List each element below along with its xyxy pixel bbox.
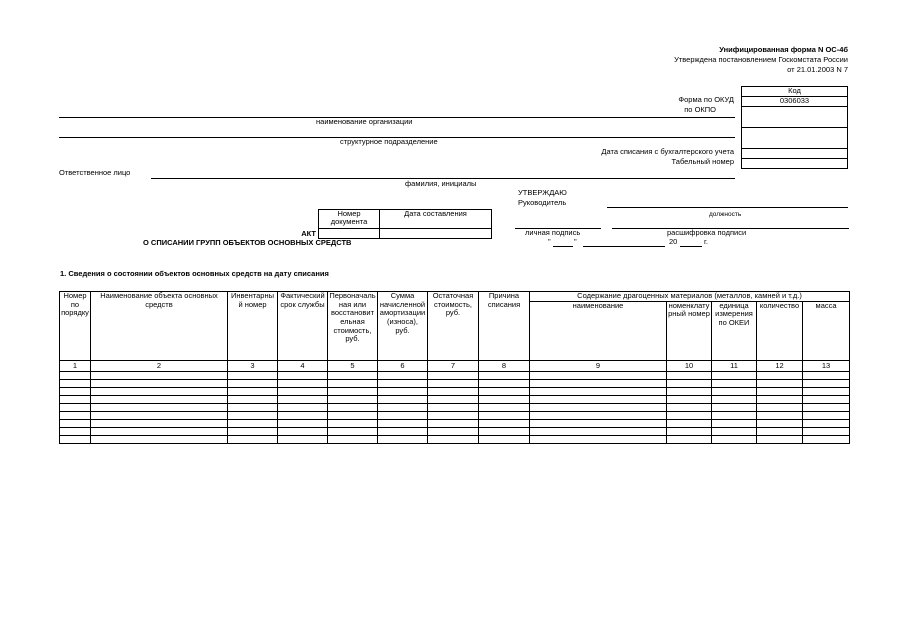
month-line[interactable] <box>583 246 665 247</box>
doc-number-header: Номер документа <box>319 210 380 229</box>
table-row[interactable] <box>60 427 850 435</box>
approved-line-2: от 21.01.2003 N 7 <box>787 65 848 74</box>
col-num: 7 <box>428 360 479 371</box>
col-header-nomenclature: номенклатурный номер <box>667 301 712 360</box>
col-num: 2 <box>91 360 228 371</box>
col-num: 8 <box>479 360 530 371</box>
act-doc-table <box>318 209 492 239</box>
okpo-label: по ОКПО <box>684 105 716 114</box>
year-line[interactable] <box>680 246 702 247</box>
decoding-caption: расшифровка подписи <box>667 228 747 237</box>
approved-line-1: Утверждена постановлением Госкомстата России <box>674 55 848 64</box>
date-quote-close: " <box>574 237 577 246</box>
tab-number-value[interactable] <box>742 159 848 169</box>
column-numbers-row <box>60 360 850 371</box>
signature-caption: личная подпись <box>525 228 581 237</box>
table-row[interactable] <box>60 371 850 379</box>
code-header: Код <box>742 87 848 97</box>
approve-label: УТВЕРЖДАЮ <box>518 188 567 197</box>
table-row[interactable] <box>60 403 850 411</box>
doc-date-header: Дата составления <box>380 210 492 229</box>
col-header-precious-name: наименование <box>530 301 667 360</box>
col-header-depreciation: Сумма начисленной амортизации (износа), руб. <box>378 292 428 361</box>
col-num: 10 <box>667 360 712 371</box>
table-row[interactable] <box>60 395 850 403</box>
col-num: 9 <box>530 360 667 371</box>
col-num: 1 <box>60 360 91 371</box>
date-quote-open: " <box>548 237 551 246</box>
doc-number-value[interactable] <box>319 229 380 239</box>
col-num: 13 <box>803 360 850 371</box>
position-line[interactable] <box>607 207 848 208</box>
year-suffix: г. <box>704 237 708 246</box>
okpo-value[interactable] <box>742 107 848 128</box>
table-row[interactable] <box>60 419 850 427</box>
writeoff-date-label: Дата списания с бухгалтерского учета <box>601 147 734 156</box>
okud-value[interactable]: 0306033 <box>742 97 848 107</box>
col-num: 11 <box>712 360 757 371</box>
col-header-service-life: Фактический срок службы <box>278 292 328 361</box>
col-header-residual: Остаточная стоимость, руб. <box>428 292 479 361</box>
fio-caption: фамилия, инициалы <box>405 179 477 188</box>
col-header-initial-cost: Первоначальная или восстановительная стоимость, руб. <box>328 292 378 361</box>
day-line[interactable] <box>553 246 573 247</box>
code-box <box>741 86 848 169</box>
col-header-reason: Причина списания <box>479 292 530 361</box>
year-prefix: 20 <box>669 237 678 246</box>
table-row[interactable] <box>60 387 850 395</box>
col-header-unit: единица измерения по ОКЕИ <box>712 301 757 360</box>
col-header-quantity: количество <box>757 301 803 360</box>
assets-table <box>59 291 850 444</box>
col-header-number: Номер по порядку <box>60 292 91 361</box>
col-header-precious: Содержание драгоценных материалов (металлов, камней и т.д.) <box>530 292 850 302</box>
head-label: Руководитель <box>518 198 567 207</box>
col-header-mass: масса <box>803 301 850 360</box>
act-label: АКТ <box>301 229 316 238</box>
col-num: 12 <box>757 360 803 371</box>
position-caption: должность <box>709 211 742 218</box>
table-row[interactable] <box>60 411 850 419</box>
org-name-caption: наименование организации <box>316 117 413 126</box>
col-header-inventory: Инвентарный номер <box>228 292 278 361</box>
division-caption: структурное подразделение <box>340 137 438 146</box>
col-header-name: Наименование объекта основных средств <box>91 292 228 361</box>
form-title: Унифицированная форма N ОС-4б <box>719 45 848 54</box>
writeoff-date-value[interactable] <box>742 149 848 159</box>
okud-label: Форма по ОКУД <box>678 95 734 104</box>
section-title: 1. Сведения о состоянии объектов основных средств на дату списания <box>60 269 329 278</box>
table-row[interactable] <box>60 379 850 387</box>
col-num: 4 <box>278 360 328 371</box>
table-row[interactable] <box>60 435 850 443</box>
doc-date-value[interactable] <box>380 229 492 239</box>
responsible-label: Ответственное лицо <box>59 168 131 177</box>
col-num: 6 <box>378 360 428 371</box>
act-title: О СПИСАНИИ ГРУПП ОБЪЕКТОВ ОСНОВНЫХ СРЕДСТВ <box>143 238 352 247</box>
tab-number-label: Табельный номер <box>671 157 734 166</box>
col-num: 3 <box>228 360 278 371</box>
col-num: 5 <box>328 360 378 371</box>
division-code[interactable] <box>742 128 848 149</box>
